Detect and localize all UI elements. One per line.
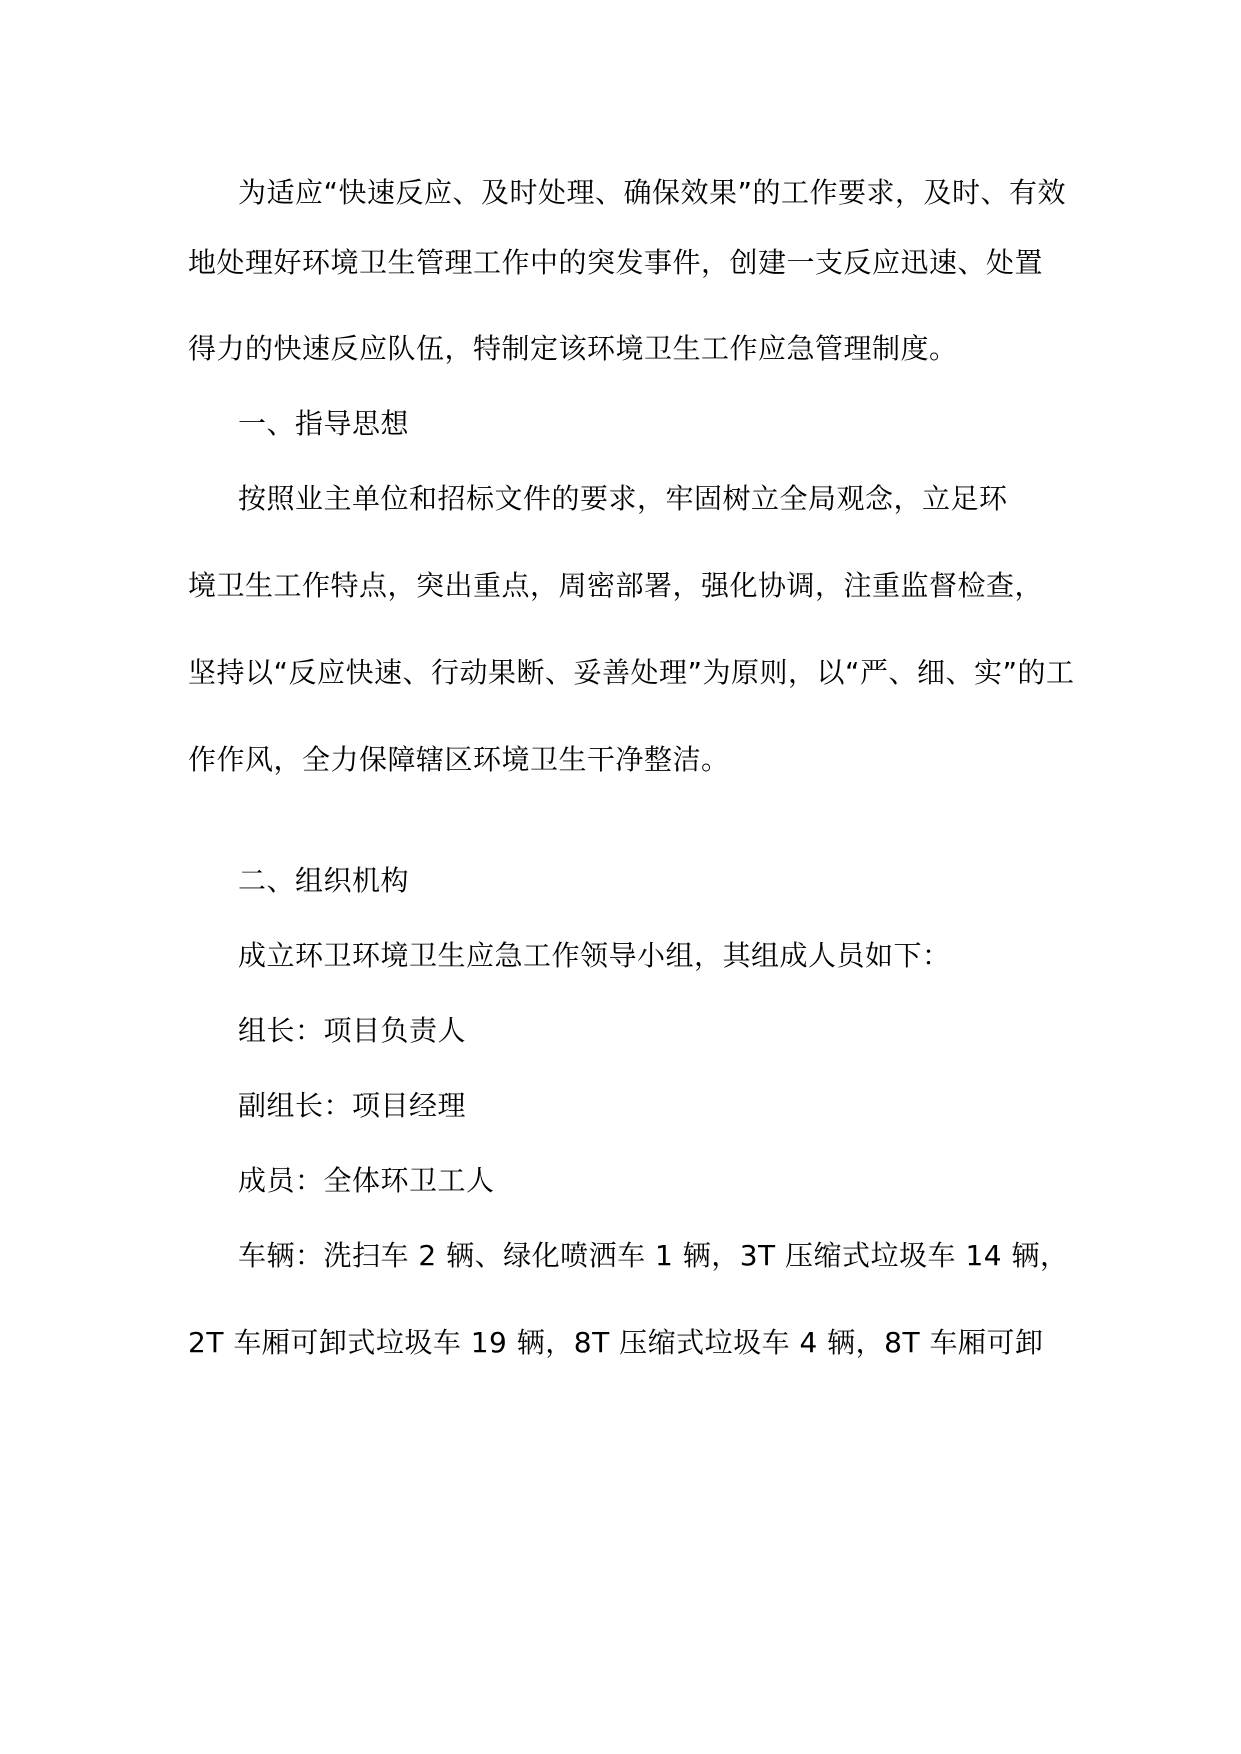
vehicles-line-2: 2T 车厢可卸式垃圾车 19 辆，8T 压缩式垃圾车 4 辆，8T 车厢可卸 (188, 1326, 1044, 1359)
paragraph-guiding-line-3: 坚持以“反应快速、行动果断、妥善处理”为原则，以“严、细、实”的工 (188, 656, 1075, 689)
member-leader: 组长：项目负责人 (238, 1014, 467, 1047)
paragraph-intro-line-2: 地处理好环境卫生管理工作中的突发事件，创建一支反应迅速、处置 (188, 246, 1044, 279)
vehicles-line-1: 车辆：洗扫车 2 辆、绿化喷洒车 1 辆，3T 压缩式垃圾车 14 辆， (238, 1239, 1069, 1272)
paragraph-guiding-line-4: 作作风，全力保障辖区环境卫生干净整洁。 (188, 743, 730, 776)
section-heading-organization: 二、组织机构 (238, 864, 410, 897)
paragraph-guiding-line-1: 按照业主单位和招标文件的要求，牢固树立全局观念，立足环 (238, 482, 1008, 515)
paragraph-intro-line-3: 得力的快速反应队伍，特制定该环境卫生工作应急管理制度。 (188, 332, 958, 365)
section-heading-guiding-thought: 一、指导思想 (238, 407, 410, 440)
member-deputy-leader: 副组长：项目经理 (238, 1089, 467, 1122)
paragraph-organization-intro: 成立环卫环境卫生应急工作领导小组，其组成人员如下： (238, 939, 951, 972)
paragraph-guiding-line-2: 境卫生工作特点，突出重点，周密部署，强化协调，注重监督检查， (188, 569, 1044, 602)
paragraph-intro-line-1: 为适应“快速反应、及时处理、确保效果”的工作要求，及时、有效 (238, 176, 1067, 209)
member-staff: 成员：全体环卫工人 (238, 1164, 495, 1197)
